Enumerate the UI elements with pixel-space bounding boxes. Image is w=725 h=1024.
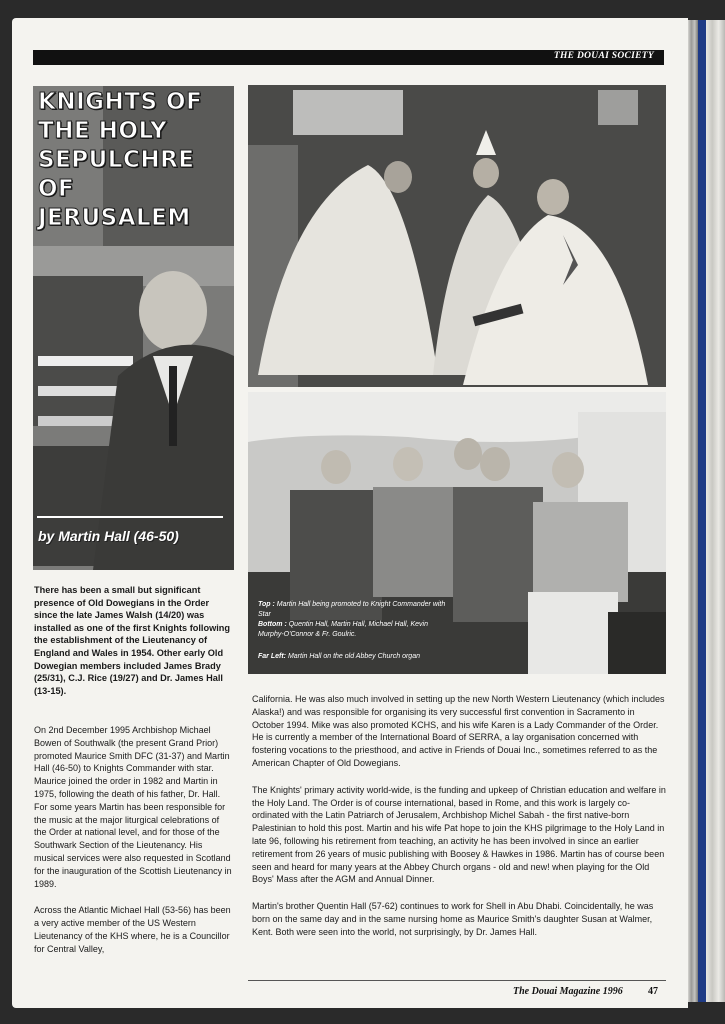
stacked-pages — [706, 20, 725, 1002]
body-paragraph: The Knights' primary activity world-wide, is the funding and upkeep of Christian education and welfare in the Holy Land. The Order is of course international, based in Rome, and this work is largely co-ordinated with the Latin Patriarch of Jerusalem, Archbishop Michel Sabah - the first native-born Palestinian to hold this post. Martin and his wife Pat hope to join the KHS pilgrimage to the Holy Land in late 96, following his retirement from teaching, an activity he has been involved in since an earlier retirement from 26 years of music publishing with Boosey & Hawkes in 1986. Martin has of course been seen and heard for many years at the Abbey Church organs - old and new! when playing for the Old Boys' Mass after the AGM and Annual Dinner. — [252, 784, 666, 885]
body-paragraph: California. He was also much involved in setting up the new North Western Lieutenancy (which includes Alaska!) and was responsible for organising its very successful first convention in Sacramento in October 1994. Mike was also promoted KCHS, and his wife Karen is a Lady Commander of the Order. He is currently a member of the International Board of SERRA, a lay organisation concerned with fostering vocations to the priesthood, and active in Friends of Douai Inc., sometimes referred to as the American Chapter of Old Dowegians. — [252, 694, 665, 768]
caption-text: Quentin Hall, Martin Hall, Michael Hall, Kevin Murphy-O'Connor & Fr. Goulric. — [258, 621, 429, 638]
caption-text: Martin Hall on the old Abbey Church organ — [287, 653, 420, 660]
binding-edge — [698, 20, 706, 1002]
magazine-footer: The Douai Magazine 1996 — [513, 986, 623, 997]
caption-label: Far Left: — [258, 653, 286, 660]
byline: by Martin Hall (46-50) — [38, 528, 179, 544]
section-header-bar — [33, 50, 664, 65]
article-headline — [38, 88, 202, 233]
footer-rule — [248, 980, 666, 981]
page-edge — [688, 20, 698, 1002]
organ-photo — [33, 86, 234, 570]
headline-line: KNIGHTS OF — [38, 89, 203, 115]
page-number: 47 — [648, 986, 658, 997]
group-photo — [248, 392, 666, 674]
headline-line: THE HOLY — [38, 118, 168, 144]
ceremony-photo-art — [248, 85, 666, 387]
section-title: THE DOUAI SOCIETY — [553, 51, 654, 61]
caption-label: Bottom : — [258, 621, 287, 628]
caption-label: Top : — [258, 601, 275, 608]
caption-text: Martin Hall being promoted to Knight Commander with Star — [258, 601, 446, 618]
left-column — [34, 724, 232, 970]
body-paragraph: On 2nd December 1995 Archbishop Michael Bowen of Southwalk (the present Grand Prior) promoted Maurice Smith DFC (31-37) and Martin Hall (46-50) to Knights Commander with star. Maurice joined the order in 1982 and Martin in 1975, following the death of his father, Dr. Hall. For some years Martin has been responsible for the music at the major liturgical celebrations of the Order at national level, and for those of the Southwark Section of the Lieutenancy. His musical services were also requested in Scotland for the inauguration of the Scottish Lieutenancy in 1989. — [34, 725, 232, 889]
body-paragraph: Martin's brother Quentin Hall (57-62) continues to work for Shell in Abu Dhabi. Coincidentally, he was born on the same day and in the same nursing home as Maurice Smith's daughter Susan at Walmer, Kent. Both were seen into the world, not surprisingly, by Dr. James Hall. — [252, 901, 654, 937]
body-paragraph: Across the Atlantic Michael Hall (53-56) has been a very active member of the US Western Lieutenancy of the KHS where, he is a Councillor for Central Valley, — [34, 905, 231, 954]
byline-rule — [37, 516, 223, 518]
headline-line: JERUSALEM — [38, 205, 191, 231]
headline-line: OF — [38, 176, 75, 202]
intro-paragraph: There has been a small but significant presence of Old Dowegians in the Order since the late James Walsh (14/20) was installed as one of the first Knights following the establishment of the Lieutenancy of England and Wales in 1954. Other early Old Dowegian members included James Brady (25/31), C.J. Rice (19/27) and Dr. James Hall (13-15). — [34, 585, 231, 696]
ceremony-photo — [248, 85, 666, 387]
right-column — [252, 693, 666, 953]
headline-line: SEPULCHRE — [38, 147, 195, 173]
photo-caption-far-left — [258, 652, 448, 662]
photo-caption — [258, 600, 448, 640]
